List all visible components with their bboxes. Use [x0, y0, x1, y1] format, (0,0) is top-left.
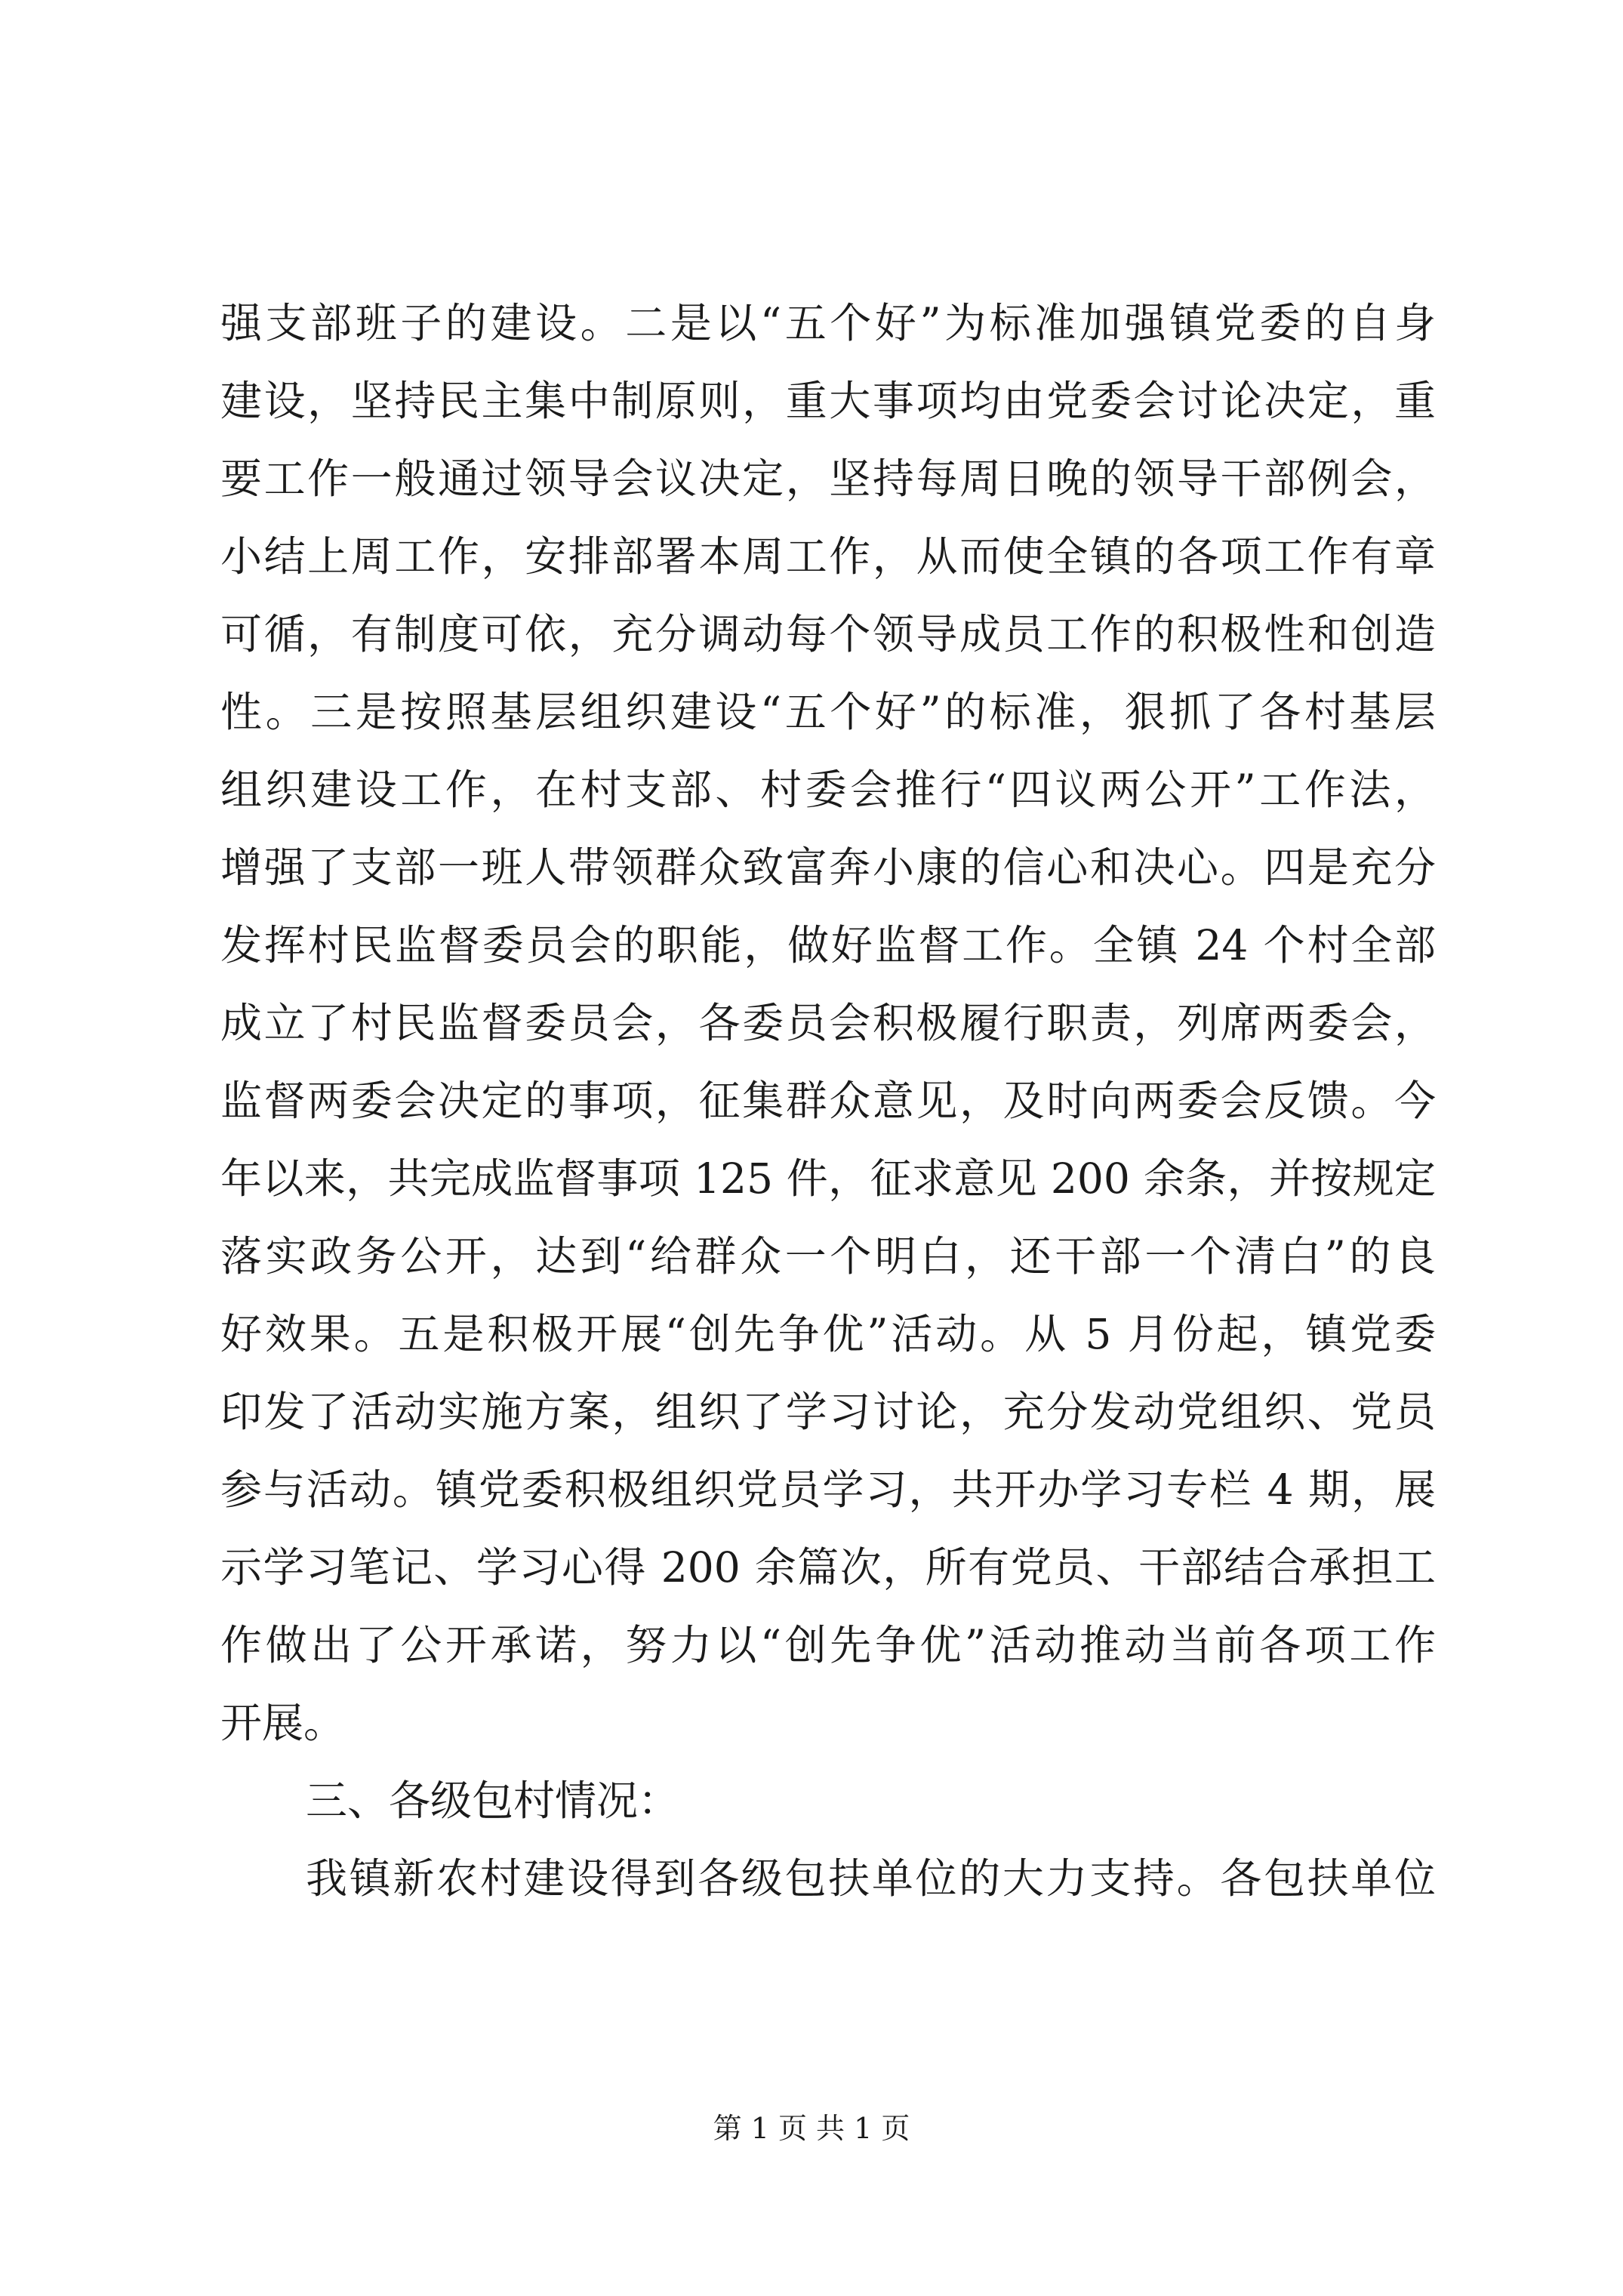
text-line: 组织建设工作，在村支部、村委会推行“四议两公开”工作法，	[220, 766, 1436, 814]
text-line: 要工作一般通过领导会议决定，坚持每周日晚的领导干部例会，	[220, 455, 1436, 503]
text-line: 作做出了公开承诺，努力以“创先争优”活动推动当前各项工作	[220, 1621, 1436, 1669]
text-line: 我镇新农村建设得到各级包扶单位的大力支持。各包扶单位	[306, 1854, 1436, 1903]
text-line: 好效果。五是积极开展“创先争优”活动。从 5 月份起，镇党委	[220, 1310, 1436, 1358]
text-line: 监督两委会决定的事项，征集群众意见，及时向两委会反馈。今	[220, 1077, 1436, 1125]
text-line: 成立了村民监督委员会，各委员会积极履行职责，列席两委会，	[220, 999, 1436, 1047]
text-line: 开展。	[220, 1699, 346, 1747]
text-line: 强支部班子的建设。二是以“五个好”为标准加强镇党委的自身	[220, 299, 1436, 347]
text-line: 小结上周工作，安排部署本周工作，从而使全镇的各项工作有章	[220, 532, 1436, 581]
text-line: 参与活动。镇党委积极组织党员学习，共开办学习专栏 4 期，展	[220, 1465, 1436, 1514]
text-line: 示学习笔记、学习心得 200 余篇次，所有党员、干部结合承担工	[220, 1543, 1436, 1592]
text-line: 印发了活动实施方案，组织了学习讨论，充分发动党组织、党员	[220, 1388, 1436, 1436]
text-line: 年以来，共完成监督事项 125 件，征求意见 200 余条，并按规定	[220, 1154, 1436, 1203]
text-line: 发挥村民监督委员会的职能，做好监督工作。全镇 24 个村全部	[220, 921, 1436, 969]
section-heading: 三、各级包村情况：	[306, 1777, 680, 1825]
text-line: 落实政务公开，达到“给群众一个明白，还干部一个清白”的良	[220, 1232, 1436, 1281]
text-line: 增强了支部一班人带领群众致富奔小康的信心和决心。四是充分	[220, 843, 1436, 892]
page-footer: 第 1 页 共 1 页	[713, 2112, 910, 2145]
text-line: 可循，有制度可依，充分调动每个领导成员工作的积极性和创造	[220, 610, 1436, 658]
text-line: 建设，坚持民主集中制原则，重大事项均由党委会讨论决定，重	[220, 377, 1436, 425]
text-line: 性。三是按照基层组织建设“五个好”的标准，狠抓了各村基层	[220, 688, 1436, 736]
